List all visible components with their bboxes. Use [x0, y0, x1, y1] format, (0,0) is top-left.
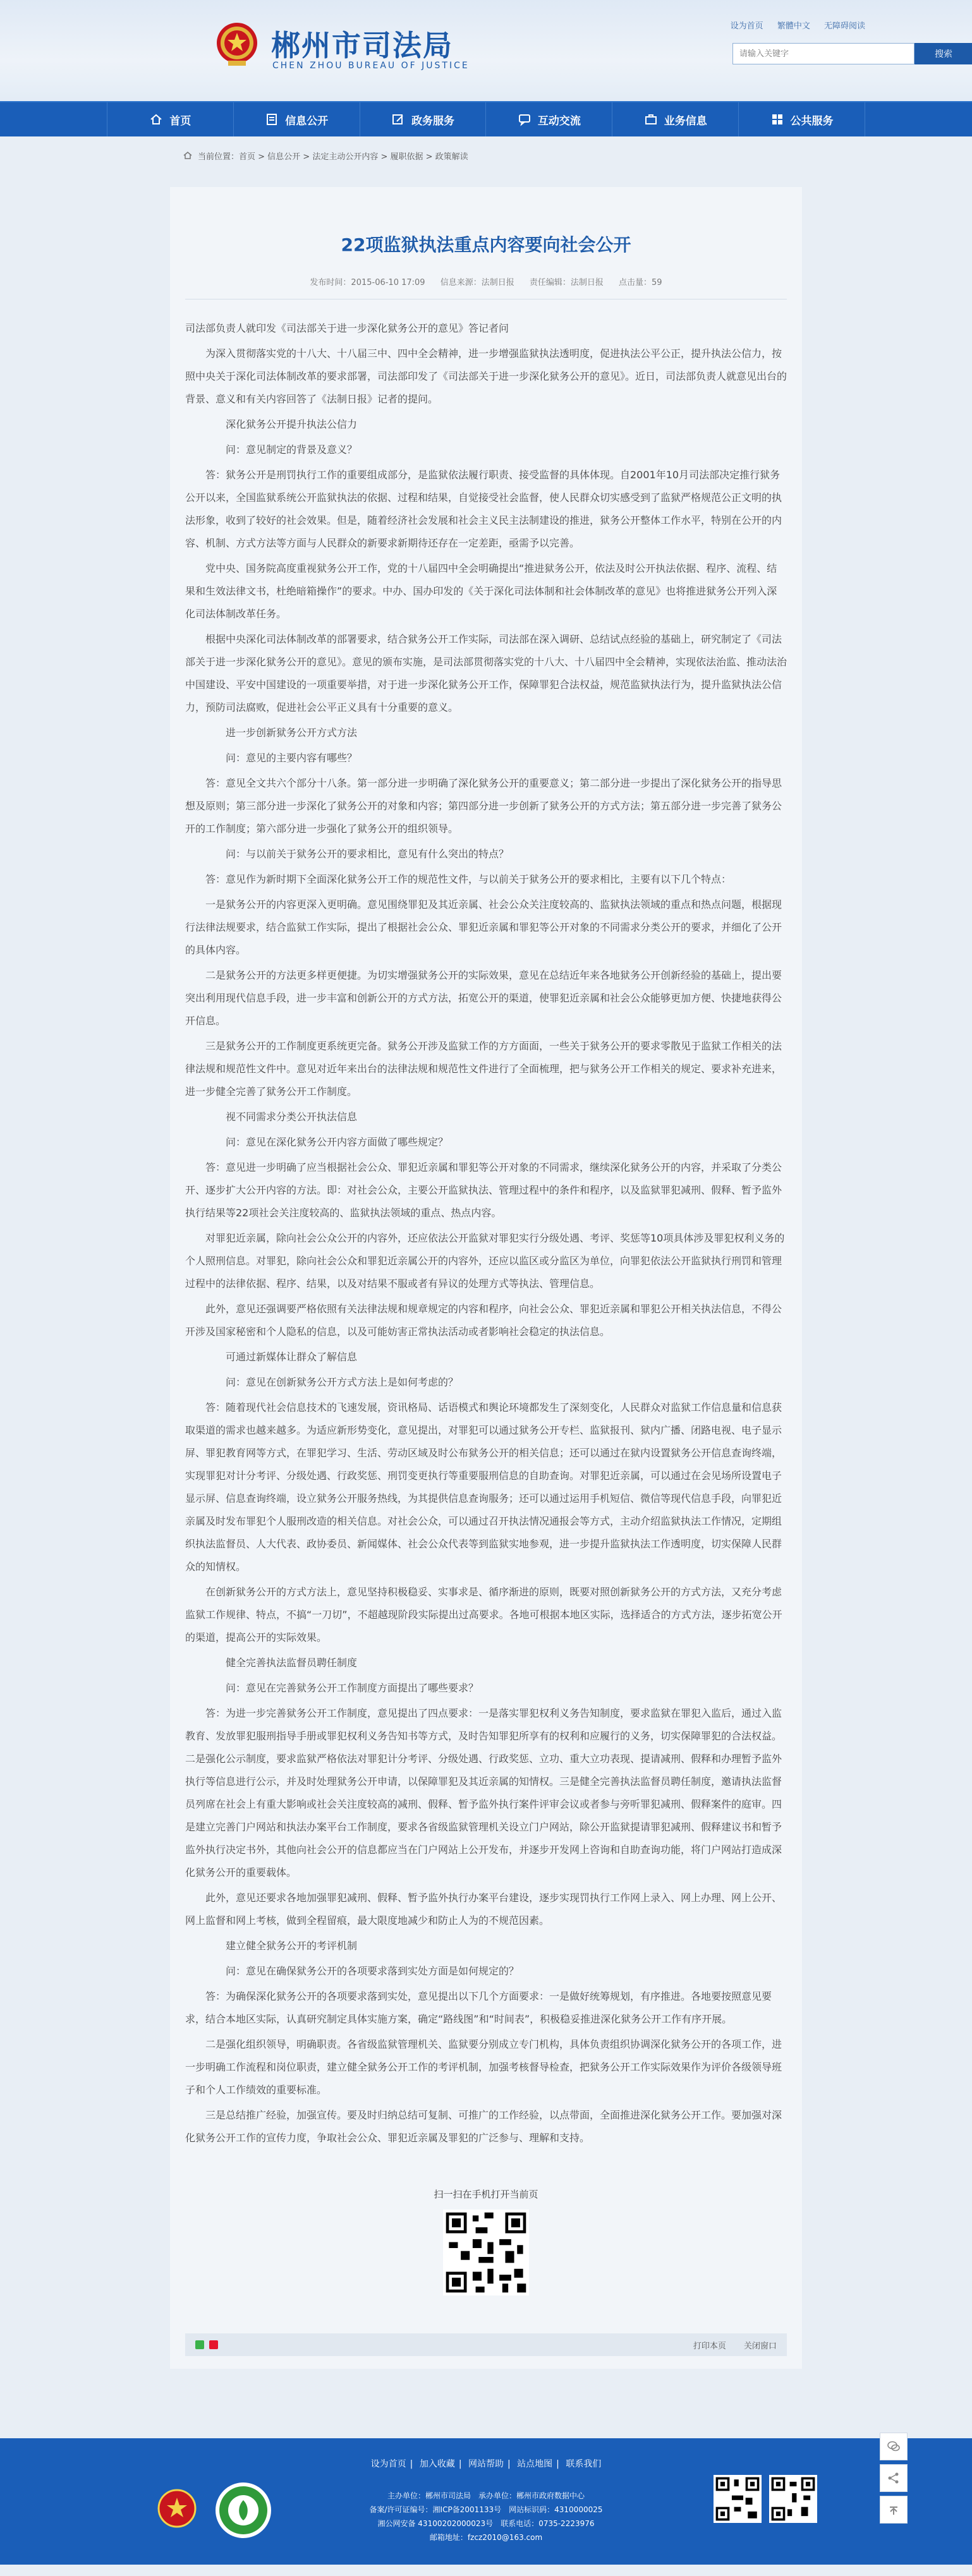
article-container [170, 187, 802, 2369]
wechat-share-icon[interactable] [195, 2340, 204, 2349]
print-page-button[interactable]: 打印本页 [693, 2341, 726, 2351]
weibo-qr-icon [769, 2475, 817, 2523]
grid-icon [770, 112, 784, 126]
main-nav [0, 101, 972, 136]
footer-email: 邮箱地址：fzcz2010@163.com [429, 2533, 543, 2542]
article-subheading: 问：意见在完善狱务公开工作制度方面提出了哪些要求？ [226, 1682, 479, 1694]
article-paragraph: 答：为进一步完善狱务公开工作制度，意见提出了四点要求：一是落实罪犯权利义务告知制度，要求监狱在罪犯入监后，通过入监教育、发放罪犯服刑指导手册或罪犯权利义务告知书等方式，及时告知罪犯所享有的权利和应履行的义务，切实保障罪犯的合法权益。二是强化公示制度，要求监狱严格依法对罪犯计分考评、分级处遇、行政奖惩、立功、重大立功表现、提请减刑、假释和办理暂予监外执行等信息进行公示，并及时处理狱务公开申请，以保障罪犯及其近亲属的知情权。三是健全完善执法监督员聘任制度，邀请执法监督员列席在社会上有重大影响或社会关注度较高的减刑、假释、暂予监外执行案件评审会议或者参与旁听罪犯减刑、假释案件的庭审。四是建立完善门户网站和执法办案平台工作制度，要求各省级监狱管理机关设立门户网站，除公开监狱提请罪犯减刑、假释建议书和暂予监外执行决定书外，其他向社会公开的信息都应当在门户网站上公开发布，并逐步开发网上咨询和自助查询功能，将门户网站打造成深化狱务公开的重要载体。 [185, 1707, 782, 1878]
article-paragraph: 此外，意见还强调要严格依照有关法律法规和规章规定的内容和程序，向社会公众、罪犯近亲属和罪犯公开相关执法信息，不得公开涉及国家秘密和个人隐私的信息，以及可能妨害正常执法活动或者影响社会稳定的执法信息。 [185, 1303, 782, 1338]
article-subheading: 进一步创新狱务公开方式方法 [226, 727, 358, 739]
qr-code-icon [443, 2210, 529, 2295]
accessibility-link[interactable]: 无障碍阅读 [823, 21, 865, 31]
footer-link-help[interactable]: 网站帮助 [468, 2459, 504, 2469]
article-subheading: 问：与以前关于狱务公开的要求相比，意见有什么突出的特点？ [226, 848, 509, 860]
article-paragraph: 答：意见全文共六个部分十八条。第一部分进一步明确了深化狱务公开的重要意义；第二部分进一步提出了深化狱务公开的指导思想及原则；第三部分进一步深化了狱务公开的对象和内容；第四部分进一步创新了狱务公开的方式方法；第五部分进一步完善了狱务公开的工作制度；第六部分进一步强化了狱务公开的组织领导。 [185, 777, 782, 835]
breadcrumb [138, 136, 834, 174]
breadcrumb-text[interactable]: 当前位置：首页 > 信息公开 > 法定主动公开内容 > 履职依据 > 政策解读 [198, 152, 468, 162]
back-to-top-button[interactable] [880, 2496, 908, 2524]
wechat-float-button[interactable] [880, 2433, 908, 2460]
article-paragraph: 此外，意见还要求各地加强罪犯减刑、假释、暂予监外执行办案平台建设，逐步实现罚执行工作网上录入、网上办理、网上公开、网上监督和网上考核，做到全程留痕，最大限度地减少和防止人为的不规范因素。 [185, 1892, 782, 1926]
site-subtitle: CHEN ZHOU BUREAU OF JUSTICE [272, 61, 470, 71]
article-paragraph: 党中央、国务院高度重视狱务公开工作，党的十八届四中全会明确提出“推进狱务公开，依法及时公开执法依据、程序、流程、结果和生效法律文书，杜绝暗箱操作”的要求。中办、国办印发的《关于深化司法体制和社会体制改革的意见》也将推进狱务公开列入深化司法体制改革任务。 [185, 562, 777, 620]
nav-label: 互动交流 [537, 114, 581, 128]
national-emblem-icon [214, 19, 260, 70]
article-subheading: 健全完善执法监督员聘任制度 [226, 1657, 358, 1669]
footer-phone: 联系电话：0735-2223976 [501, 2519, 595, 2528]
site-header [0, 0, 972, 101]
home-icon [183, 150, 193, 160]
document-icon [265, 112, 279, 126]
nav-item-info-disclosure[interactable] [234, 102, 360, 136]
article-paragraph: 答：意见进一步明确了应当根据社会公众、罪犯近亲属和罪犯等公开对象的不同需求，继续深化狱务公开的内容，并采取了分类公开、逐步扩大公开内容的方法。即：对社会公众，主要公开监狱执法、管理过程中的条件和程序，以及监狱罪犯减刑、假释、暂予监外执行结果等22项社会关注度较高的、监狱执法领域的重点、热点内容。 [185, 1161, 782, 1219]
footer-links: 设为首页 | 加入收藏 | 网站帮助 | 站点地图 | 联系我们 [370, 2459, 602, 2469]
article-paragraph: 司法部负责人就印发《司法部关于进一步深化狱务公开的意见》答记者问 [185, 322, 509, 334]
nav-label: 首页 [169, 114, 191, 128]
nav-item-interaction[interactable] [486, 102, 612, 136]
qr-caption: 扫一扫在手机打开当前页 [434, 2189, 538, 2200]
close-window-button[interactable]: 关闭窗口 [743, 2341, 777, 2351]
article-subheading: 问：意见制定的背景及意义？ [226, 444, 358, 456]
nav-label: 业务信息 [664, 114, 707, 128]
article-paragraph: 三是狱务公开的工作制度更系统更完备。狱务公开涉及监狱工作的方方面面，一些关于狱务公开的要求零散见于监狱工作相关的法律法规和规范性文件中。意见对近年来出台的法律法规和规范性文件进行了全面梳理，把与狱务公开工作相关的规定、要求补充进来，进一步健全完善了狱务公开工作制度。 [185, 1040, 782, 1098]
article-paragraph: 在创新狱务公开的方式方法上，意见坚持积极稳妥、实事求是、循序渐进的原则，既要对照创新狱务公开的方式方法，又充分考虑监狱工作规律、特点，不搞“一刀切”，不超越现阶段实际提出过高要求。各地可根据本地区实际，选择适合的方式方法，逐步拓宽公开的渠道，提高公开的实际效果。 [185, 1586, 782, 1643]
search-box [732, 43, 972, 64]
traditional-chinese-link[interactable]: 繁體中文 [777, 21, 810, 31]
article-subheading: 问：意见在深化狱务公开内容方面做了哪些规定？ [226, 1136, 449, 1148]
article-paragraph: 答：随着现代社会信息技术的飞速发展，资讯格局、话语模式和舆论环境都发生了深刻变化，人民群众对监狱工作信息量和信息获取渠道的需求也越来越多。为适应新形势变化，意见提出，对罪犯可以通过狱务公开专栏、监狱报刊、狱内广播、闭路电视、电子显示屏、罪犯教育网等方式，在罪犯学习、生活、劳动区域及时公布狱务公开的相关信息；还可以通过在狱内设置狱务公开信息查询终端，实现罪犯对计分考评、分级处遇、行政奖惩、刑罚变更执行等重要服刑信息的自助查询。对罪犯近亲属，可以通过在会见场所设置电子显示屏、信息查询终端，设立狱务公开服务热线，为其提供信息查询服务；还可以通过运用手机短信、微信等现代信息手段，向罪犯近亲属及时发布罪犯个人服刑改造的相关信息。对社会公众，可以通过召开执法情况通报会等方式，主动介绍监狱执法工作情况，定期组织执法监督员、人大代表、政协委员、新闻媒体、社会公众代表等到监狱实地参观，进一步提升监狱执法工作透明度，切实保障人民群众的知情权。 [185, 1401, 782, 1573]
nav-item-home[interactable] [107, 102, 234, 136]
article-paragraph: 二是强化组织领导，明确职责。各省级监狱管理机关、监狱要分别成立专门机构，具体负责组织协调深化狱务公开的各项工作，进一步明确工作流程和岗位职责，建立健全狱务公开工作的考评机制，加强考核督导检查，把狱务公开工作实际效果作为评价各级领导班子和个人工作绩效的重要标准。 [185, 2038, 782, 2096]
edit-icon [391, 112, 405, 126]
article-subheading: 深化狱务公开提升执法公信力 [226, 418, 358, 430]
side-toolbar [880, 2433, 908, 2527]
article-paragraph: 对罪犯近亲属，除向社会公众公开的内容外，还应依法公开监狱对罪犯实行分级处遇、考评、奖惩等10项具体涉及罪犯权利义务的个人照刑信息。对罪犯，除向社会公众和罪犯近亲属公开的内容外，还应以监区或分监区为单位，向罪犯依法公开监狱执行刑罚和管理过程中的法律依据、程序、结果，以及对结果不服或者有异议的处理方式等执法、管理信息。 [185, 1232, 785, 1290]
site-title[interactable]: 郴州市司法局 [271, 28, 453, 63]
article-paragraph: 一是狱务公开的内容更深入更明确。意见围绕罪犯及其近亲属、社会公众关注度较高的、监狱执法领域的重点和热点问题，根据现行法律法规要求，结合监狱工作实际，提出了根据社会公众、罪犯近亲属和罪犯等公开对象的不同需求分类公开的要求，并细化了公开的具体内容。 [185, 898, 782, 956]
article-paragraph: 答：狱务公开是刑罚执行工作的重要组成部分，是监狱依法履行职责、接受监督的具体体现。自2001年10月司法部决定推行狱务公开以来，全国监狱系统公开监狱执法的依据、过程和结果，自觉接受社会监督，使人民群众切实感受到了监狱严格规范公正文明的执法形象，收到了较好的社会效果。但是，随着经济社会发展和社会主义民主法制建设的推进，狱务公开整体工作水平，特别在公开的内容、机制、方式方法等方面与人民群众的新要求新期待还存在一定差距，亟需予以完善。 [185, 469, 782, 549]
article-paragraph: 为深入贯彻落实党的十八大、十八届三中、四中全会精神，进一步增强监狱执法透明度，促进执法公平公正，提升执法公信力，按照中央关于深化司法体制改革的要求部署，司法部印发了《司法部关于进一步深化狱务公开的意见》。近日，司法部负责人就意见出台的背景、意义和有关内容回答了《法制日报》记者的提问。 [185, 348, 787, 405]
footer-police-record[interactable]: 湘公网安备 43100202000023号 [377, 2519, 494, 2528]
share-bar [185, 2333, 787, 2356]
nav-label: 政务服务 [411, 114, 455, 128]
nav-item-gov-services[interactable] [360, 102, 487, 136]
footer-site-code: 网站标识码：4310000025 [509, 2505, 603, 2514]
article-paragraph: 三是总结推广经验，加强宣传。要及时归纳总结可复制、可推广的工作经验，以点带面，全面推进深化狱务公开工作。要加强对深化狱务公开工作的宣传力度，争取社会公众、罪犯近亲属及罪犯的广泛参与、理解和支持。 [185, 2109, 782, 2144]
footer-host: 主办单位：郴州市司法局 [387, 2491, 471, 2500]
share-float-button[interactable] [880, 2464, 908, 2492]
share-actions [678, 2339, 777, 2351]
editor: 责任编辑：法制日报 [529, 278, 604, 287]
view-count: 点击量：59 [619, 278, 662, 287]
article-paragraph: 答：意见作为新时期下全面深化狱务公开工作的规范性文件，与以前关于狱务公开的要求相比，主要有以下几个特点： [205, 873, 732, 885]
search-button[interactable]: 搜索 [914, 43, 972, 64]
article-subheading: 可通过新媒体让群众了解信息 [226, 1351, 358, 1363]
info-source: 信息来源：法制日报 [440, 278, 514, 287]
arrow-up-icon [886, 2502, 901, 2517]
weibo-share-icon[interactable] [209, 2340, 218, 2349]
article-subheading: 问：意见的主要内容有哪些？ [226, 752, 358, 764]
footer-link-contact[interactable]: 联系我们 [566, 2459, 602, 2469]
footer-icp[interactable]: 备案/许可证编号：湘ICP备2001133号 [369, 2505, 502, 2514]
article-paragraph: 二是狱务公开的方法更多样更便捷。为切实增强狱务公开的实际效果，意见在总结近年来各地狱务公开创新经验的基础上，提出要突出利用现代信息手段，进一步丰富和创新公开的方式方法，拓宽公开的渠道，使罪犯近亲属和社会公众能够更加方便、快捷地获得公开信息。 [185, 969, 782, 1027]
article-subheading: 建立健全狱务公开的考评机制 [226, 1940, 358, 1952]
nav-label: 公共服务 [790, 114, 834, 128]
article-subheading: 问：意见在创新狱务公开方式方法上是如何考虑的？ [226, 1376, 459, 1388]
nav-label: 信息公开 [285, 114, 329, 128]
nav-item-public-services[interactable] [739, 102, 865, 136]
site-footer [0, 2438, 972, 2565]
search-input[interactable] [732, 43, 914, 64]
share-icons [195, 2340, 218, 2349]
share-icon [886, 2470, 901, 2486]
top-links [719, 19, 865, 31]
footer-link-add-favorite[interactable]: 加入收藏 [419, 2459, 455, 2469]
wechat-icon [886, 2439, 901, 2454]
chat-icon [518, 112, 532, 126]
article-title: 22项监狱执法重点内容要向社会公开 [341, 234, 631, 255]
publish-date: 发布时间：2015-06-10 17:09 [310, 278, 425, 287]
footer-operator: 承办单位：郴州市政府数据中心 [478, 2491, 585, 2500]
nav-item-business-info[interactable] [612, 102, 739, 136]
footer-link-set-homepage[interactable]: 设为首页 [370, 2459, 406, 2469]
article-subheading: 视不同需求分类公开执法信息 [226, 1111, 358, 1123]
article-body [185, 317, 787, 2150]
article-subheading: 问：意见在确保狱务公开的各项要求落到实处方面是如何规定的？ [226, 1965, 519, 1977]
set-homepage-link[interactable]: 设为首页 [730, 21, 763, 31]
article-meta [185, 275, 787, 299]
wechat-qr-icon [714, 2475, 762, 2523]
article-paragraph: 答：为确保深化狱务公开的各项要求落到实处，意见提出以下几个方面要求：一是做好统筹规划，有序推进。各地要按照意见要求，结合本地区实际，认真研究制定具体实施方案，确定“路线图”和“时间表”，积极稳妥推进深化狱务公开工作有序开展。 [185, 1990, 772, 2025]
briefcase-icon [644, 112, 658, 126]
qr-block [185, 2187, 787, 2298]
home-icon [149, 112, 163, 126]
footer-link-sitemap[interactable]: 站点地图 [517, 2459, 553, 2469]
article-paragraph: 根据中央深化司法体制改革的部署要求，结合狱务公开工作实际，司法部在深入调研、总结试点经验的基础上，研究制定了《司法部关于进一步深化狱务公开的意见》。意见的颁布实施，是司法部贯彻落实党的十八大、十八届四中全会精神，实现依法治监、推动法治中国建设、平安中国建设的一项重要举措，对于进一步深化狱务公开工作，保障罪犯合法权益，规范监狱执法行为，提升监狱执法公信力，预防司法腐败，促进社会公平正义具有十分重要的意义。 [185, 633, 787, 713]
